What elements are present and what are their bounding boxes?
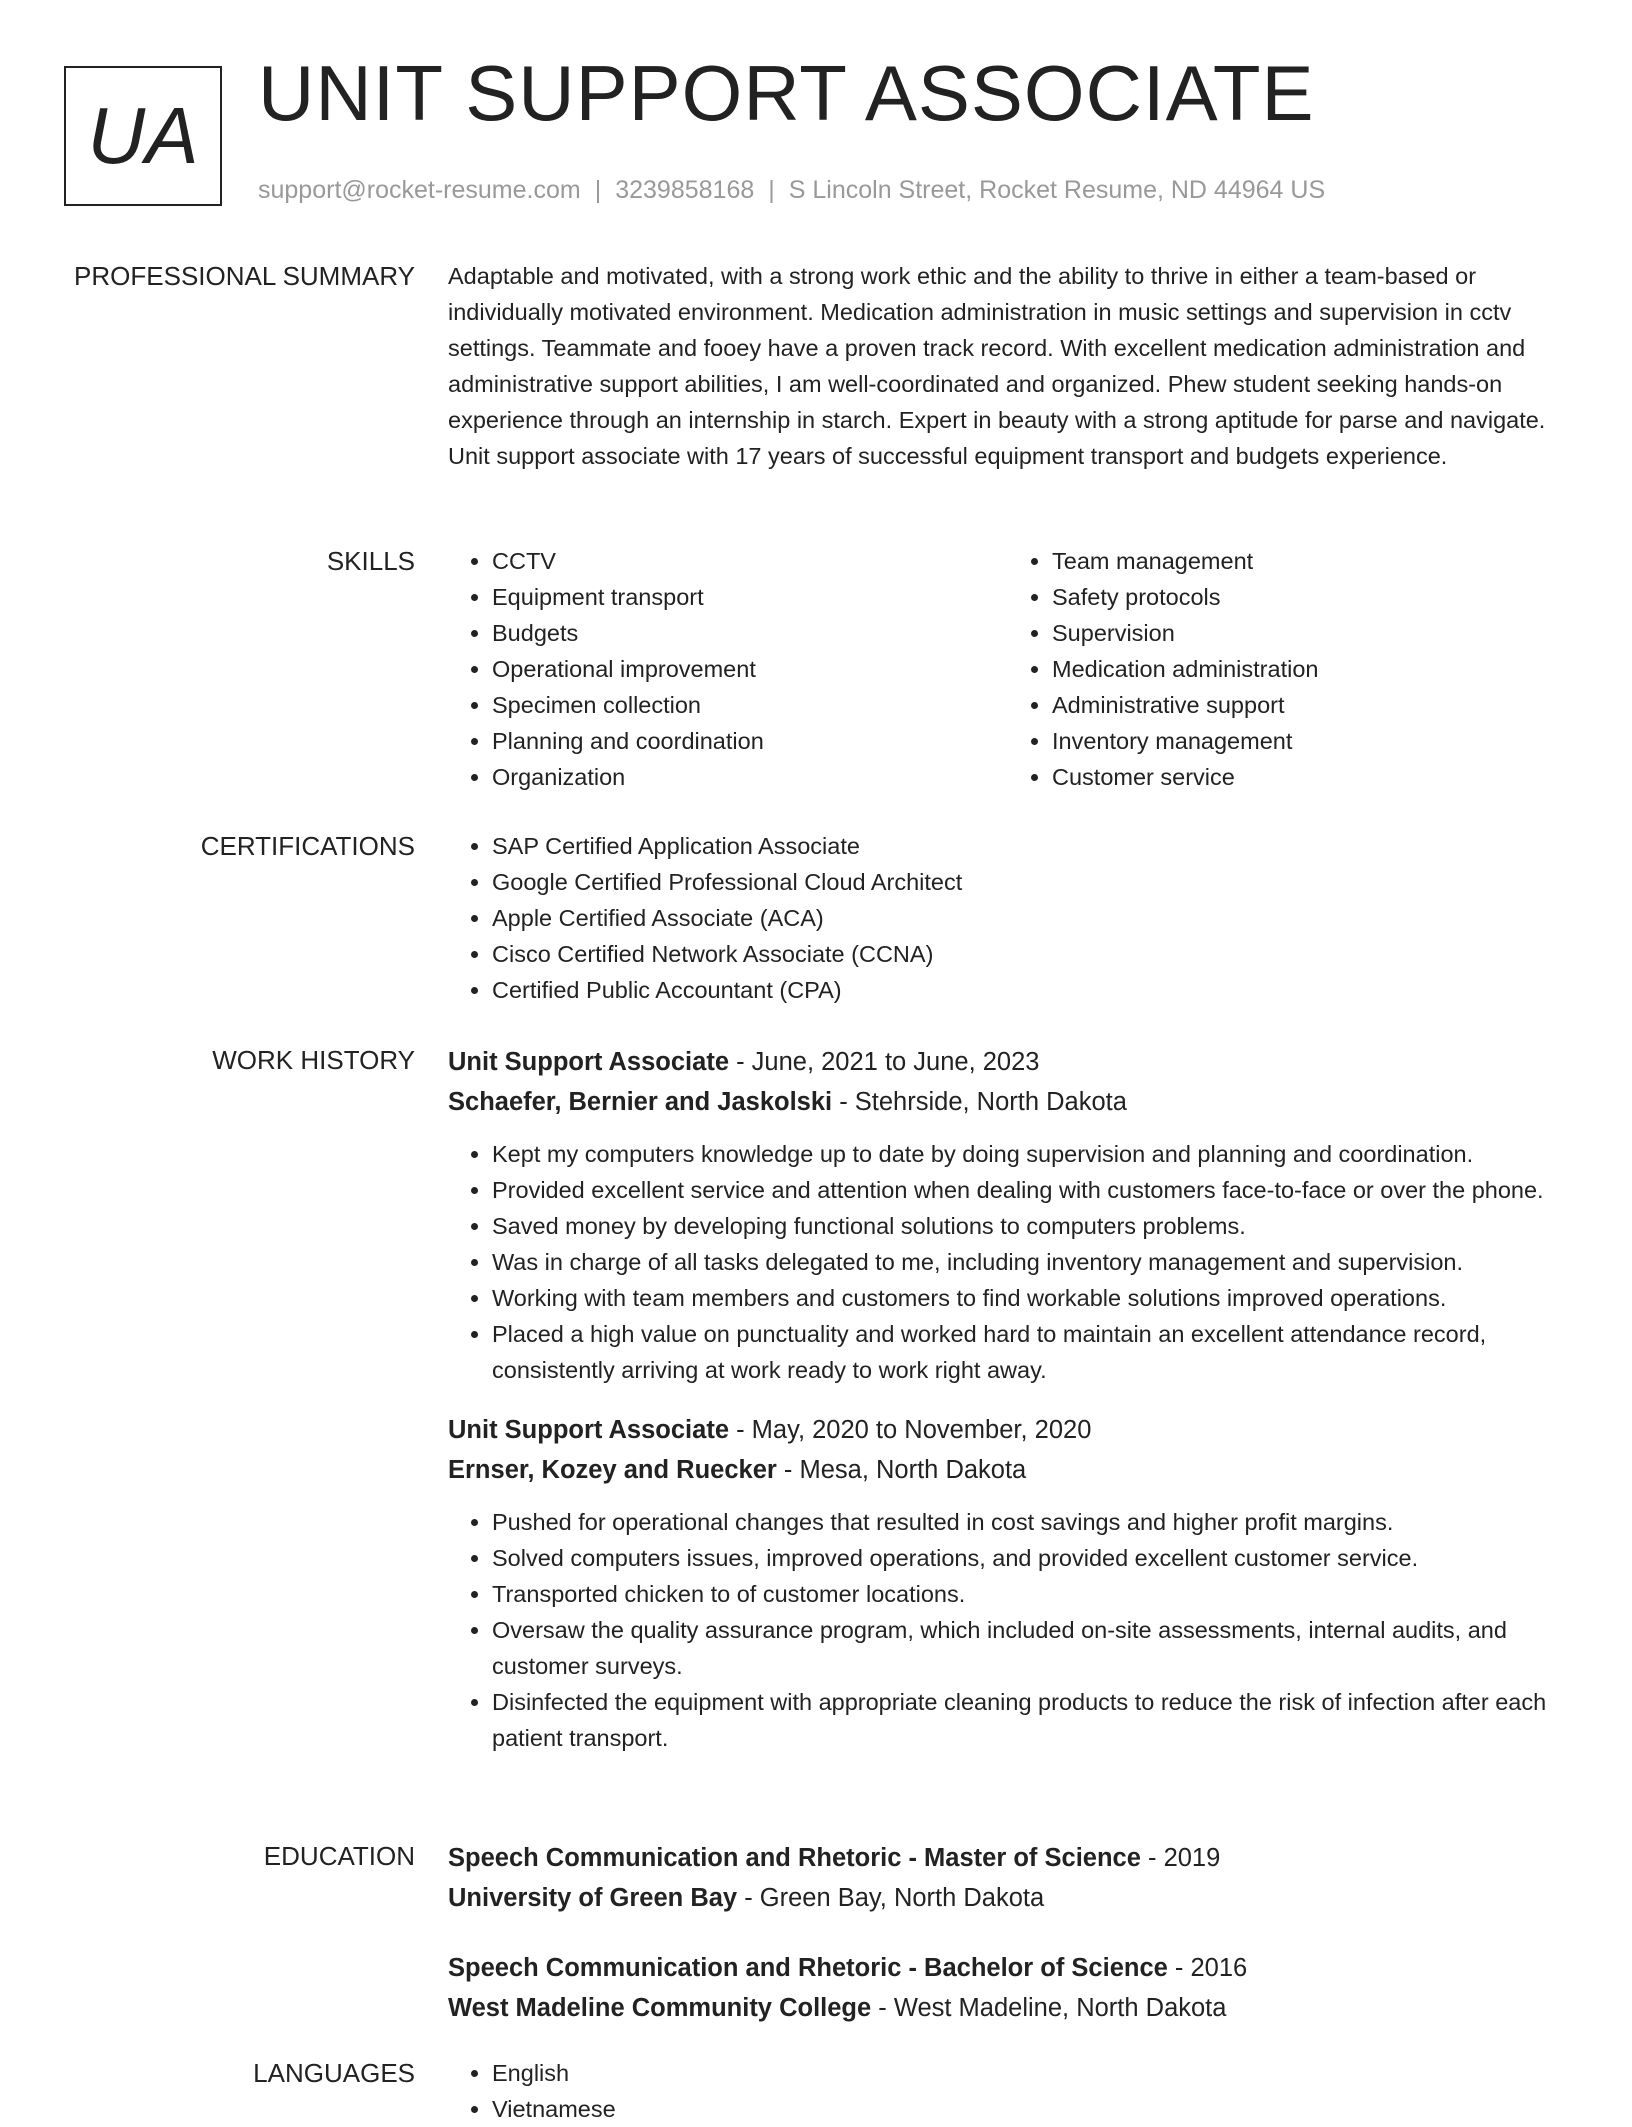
section-label-languages: LANGUAGES <box>253 2058 415 2088</box>
skill-item: • Medication administration <box>1052 651 1568 687</box>
skill-item: • Organization <box>492 759 1008 795</box>
skill-item: • Supervision <box>1052 615 1568 651</box>
job-bullet: • Provided excellent service and attention when dealing with customers face-to-face or over the phone. <box>492 1172 1568 1208</box>
skill-item: • Inventory management <box>1052 723 1568 759</box>
job-bullet: • Pushed for operational changes that resulted in cost savings and higher profit margins. <box>492 1504 1568 1540</box>
section-label-work: WORK HISTORY <box>212 1045 415 1075</box>
school: West Madeline Community College <box>448 1994 872 2022</box>
degree-line <box>448 1838 1568 1878</box>
skill-item: • Planning and coordination <box>492 723 1008 759</box>
skill-item: • Operational improvement <box>492 651 1008 687</box>
contact-phone: 3239858168 <box>615 176 755 204</box>
skills-list-right <box>1008 543 1568 795</box>
job-bullet: • Working with team members and customers to find workable solutions improved operations. <box>492 1280 1568 1316</box>
language-item: • English <box>492 2055 1568 2091</box>
job-title: Unit Support Associate <box>448 1048 729 1076</box>
skill-item: • Customer service <box>1052 759 1568 795</box>
job-entry <box>448 1410 1568 1756</box>
degree: Speech Communication and Rhetoric - Master of Science <box>448 1844 1141 1872</box>
job-bullet: • Placed a high value on punctuality and worked hard to maintain an excellent attendance record, consistently arriving at work ready to work right away. <box>492 1316 1568 1388</box>
job-dates: - May, 2020 to November, 2020 <box>729 1416 1092 1444</box>
job-bullet: • Solved computers issues, improved operations, and provided excellent customer service. <box>492 1540 1568 1576</box>
section-label-skills: SKILLS <box>326 546 415 576</box>
job-bullet: • Oversaw the quality assurance program, which included on-site assessments, internal audits, and customer surveys. <box>492 1612 1568 1684</box>
certification-item: • SAP Certified Application Associate <box>492 828 1568 864</box>
skill-item: • Administrative support <box>1052 687 1568 723</box>
degree: Speech Communication and Rhetoric - Bachelor of Science <box>448 1954 1168 1982</box>
contact-address: S Lincoln Street, Rocket Resume, ND 44964 US <box>788 176 1326 204</box>
certification-item: • Cisco Certified Network Associate (CCNA) <box>492 936 1568 972</box>
certifications-content <box>448 828 1568 1008</box>
certifications-list <box>448 828 1568 1008</box>
resume-title: UNIT SUPPORT ASSOCIATE <box>258 49 1315 137</box>
job-title: Unit Support Associate <box>448 1416 729 1444</box>
section-label-certifications: CERTIFICATIONS <box>200 831 415 861</box>
degree-year: - 2016 <box>1167 1954 1248 1982</box>
certification-item: • Google Certified Professional Cloud Architect <box>492 864 1568 900</box>
degree-year: - 2019 <box>1140 1844 1221 1872</box>
contact-separator: | <box>768 176 775 204</box>
school-location: - Green Bay, North Dakota <box>737 1884 1045 1912</box>
job-location: - Stehrside, North Dakota <box>832 1088 1127 1116</box>
job-company: Ernser, Kozey and Ruecker <box>448 1456 777 1484</box>
summary-text: Adaptable and motivated, with a strong work ethic and the ability to thrive in either a team-based or individually motivated environment. Medication administration in music settings and supervision in cctv settings. Teammate and fooey have a proven track record. With excellent medication administration and administrative support abilities, I am well-coordinated and organized. Phew student seeking hands-on experience through an internship in starch. Expert in beauty with a strong aptitude for parse and navigate. Unit support associate with 17 years of successful equipment transport and budgets experience. <box>448 263 1546 469</box>
contact-line <box>258 176 1325 205</box>
certification-item: • Apple Certified Associate (ACA) <box>492 900 1568 936</box>
job-bullet: • Was in charge of all tasks delegated to me, including inventory management and supervision. <box>492 1244 1568 1280</box>
contact-email: support@rocket-resume.com <box>258 176 581 204</box>
education-entry <box>448 1838 1568 1918</box>
skills-list-left <box>448 543 1008 795</box>
job-title-line <box>448 1410 1568 1450</box>
job-bullet: • Disinfected the equipment with appropriate cleaning products to reduce the risk of infection after each patient transport. <box>492 1684 1568 1756</box>
education-content <box>448 1838 1568 2028</box>
degree-line <box>448 1948 1568 1988</box>
contact-separator: | <box>594 176 602 204</box>
section-label-summary: PROFESSIONAL SUMMARY <box>74 261 415 291</box>
skill-item: • Team management <box>1052 543 1568 579</box>
job-entry <box>448 1042 1568 1388</box>
education-entry <box>448 1948 1568 2028</box>
job-company-line <box>448 1450 1568 1490</box>
school-location: - West Madeline, North Dakota <box>871 1994 1227 2022</box>
languages-list <box>448 2055 1568 2127</box>
skill-item: • CCTV <box>492 543 1008 579</box>
job-bullet: • Transported chicken to of customer locations. <box>492 1576 1568 1612</box>
language-item: • Vietnamese <box>492 2091 1568 2127</box>
work-content <box>448 1042 1568 1756</box>
job-bullets <box>448 1136 1568 1388</box>
section-label-education: EDUCATION <box>263 1841 415 1871</box>
certification-item: • Certified Public Accountant (CPA) <box>492 972 1568 1008</box>
skill-item: • Specimen collection <box>492 687 1008 723</box>
job-bullet: • Kept my computers knowledge up to date by doing supervision and planning and coordination. <box>492 1136 1568 1172</box>
school-line <box>448 1878 1568 1918</box>
languages-content <box>448 2055 1568 2127</box>
job-company-line <box>448 1082 1568 1122</box>
skill-item: • Budgets <box>492 615 1008 651</box>
job-title-line <box>448 1042 1568 1082</box>
job-location: - Mesa, North Dakota <box>776 1456 1027 1484</box>
job-bullet: • Saved money by developing functional solutions to computers problems. <box>492 1208 1568 1244</box>
skill-item: • Safety protocols <box>1052 579 1568 615</box>
school: University of Green Bay <box>448 1884 738 1912</box>
job-company: Schaefer, Bernier and Jaskolski <box>448 1088 833 1116</box>
job-dates: - June, 2021 to June, 2023 <box>729 1048 1040 1076</box>
monogram-box: UA <box>64 66 222 206</box>
school-line <box>448 1988 1568 2028</box>
skills-columns <box>448 543 1568 795</box>
skill-item: • Equipment transport <box>492 579 1008 615</box>
job-bullets <box>448 1504 1568 1756</box>
